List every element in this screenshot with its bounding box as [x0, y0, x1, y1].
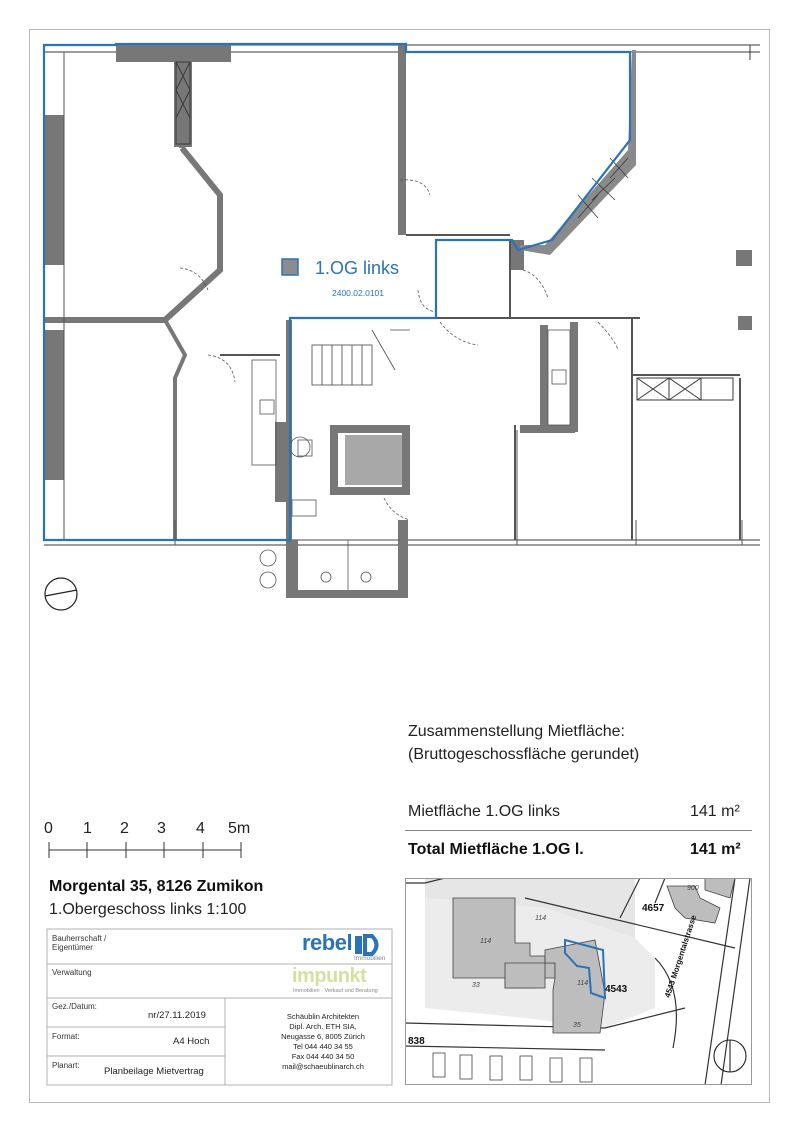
- site-map-border: [405, 878, 752, 1085]
- owner-label-2: Eigentümer: [52, 943, 93, 952]
- map-label: 114: [480, 938, 492, 945]
- format-value: A4 Hoch: [173, 1036, 210, 1047]
- map-label: 838: [408, 1036, 425, 1047]
- summary-total-value: 141 m²: [690, 841, 741, 858]
- drawing-title: 1.Obergeschoss links 1:100: [49, 901, 247, 918]
- unit-title: 1.OG links: [315, 258, 400, 278]
- summary-total-label: Total Mietfläche 1.OG l.: [408, 841, 584, 858]
- management-label: Verwaltung: [52, 968, 92, 977]
- summary-row-value: 141 m²: [690, 803, 740, 820]
- rebel-logo-sub: Immobilien: [354, 955, 386, 962]
- project-address: Morgental 35, 8126 Zumikon: [49, 878, 264, 895]
- rebel-logo: rebel: [302, 930, 353, 955]
- date-label: Gez./Datum:: [52, 1002, 97, 1011]
- plan-value: Planbeilage Mietvertrag: [104, 1066, 204, 1077]
- map-label: 114: [535, 915, 547, 922]
- scale-label: 0: [44, 820, 53, 837]
- scale-label: 3: [157, 820, 166, 837]
- map-label: 4657: [642, 903, 665, 914]
- scale-label: 1: [83, 820, 92, 837]
- map-label: 4543: [605, 984, 628, 995]
- format-label: Format:: [52, 1032, 80, 1041]
- summary-heading-2: (Bruttogeschossfläche gerundet): [408, 746, 640, 763]
- summary-row-label: Mietfläche 1.OG links: [408, 803, 561, 820]
- scale-label: 4: [196, 820, 205, 837]
- scale-label: 2: [120, 820, 129, 837]
- rebel-logo-mark-icon: [352, 933, 382, 957]
- plan-label: Planart:: [52, 1061, 80, 1070]
- owner-label-1: Bauherrschaft /: [52, 934, 107, 943]
- scale-label: 5m: [228, 820, 251, 837]
- impunkt-logo-sub: Immobilien · Verkauf und Beratung: [293, 988, 378, 994]
- map-label: 33: [472, 982, 480, 989]
- map-label: 35: [573, 1022, 581, 1029]
- architect-info: Schäublin Architekten Dipl. Arch. ETH SIA, Neugasse 6, 8005 Zürich Tel 044 440 34 55 Fax 044 440 34 50 mail@schaeublinarch.ch: [281, 1012, 365, 1071]
- unit-code: 2400.02.0101: [332, 288, 384, 298]
- map-street-label: 4543 Morgentalstrasse: [663, 913, 699, 999]
- date-value: nr/27.11.2019: [148, 1010, 206, 1021]
- map-label: 114: [577, 980, 589, 987]
- impunkt-logo: impunkt: [292, 965, 367, 987]
- map-label: 900: [687, 885, 699, 892]
- summary-heading-1: Zusammenstellung Mietfläche:: [408, 723, 625, 740]
